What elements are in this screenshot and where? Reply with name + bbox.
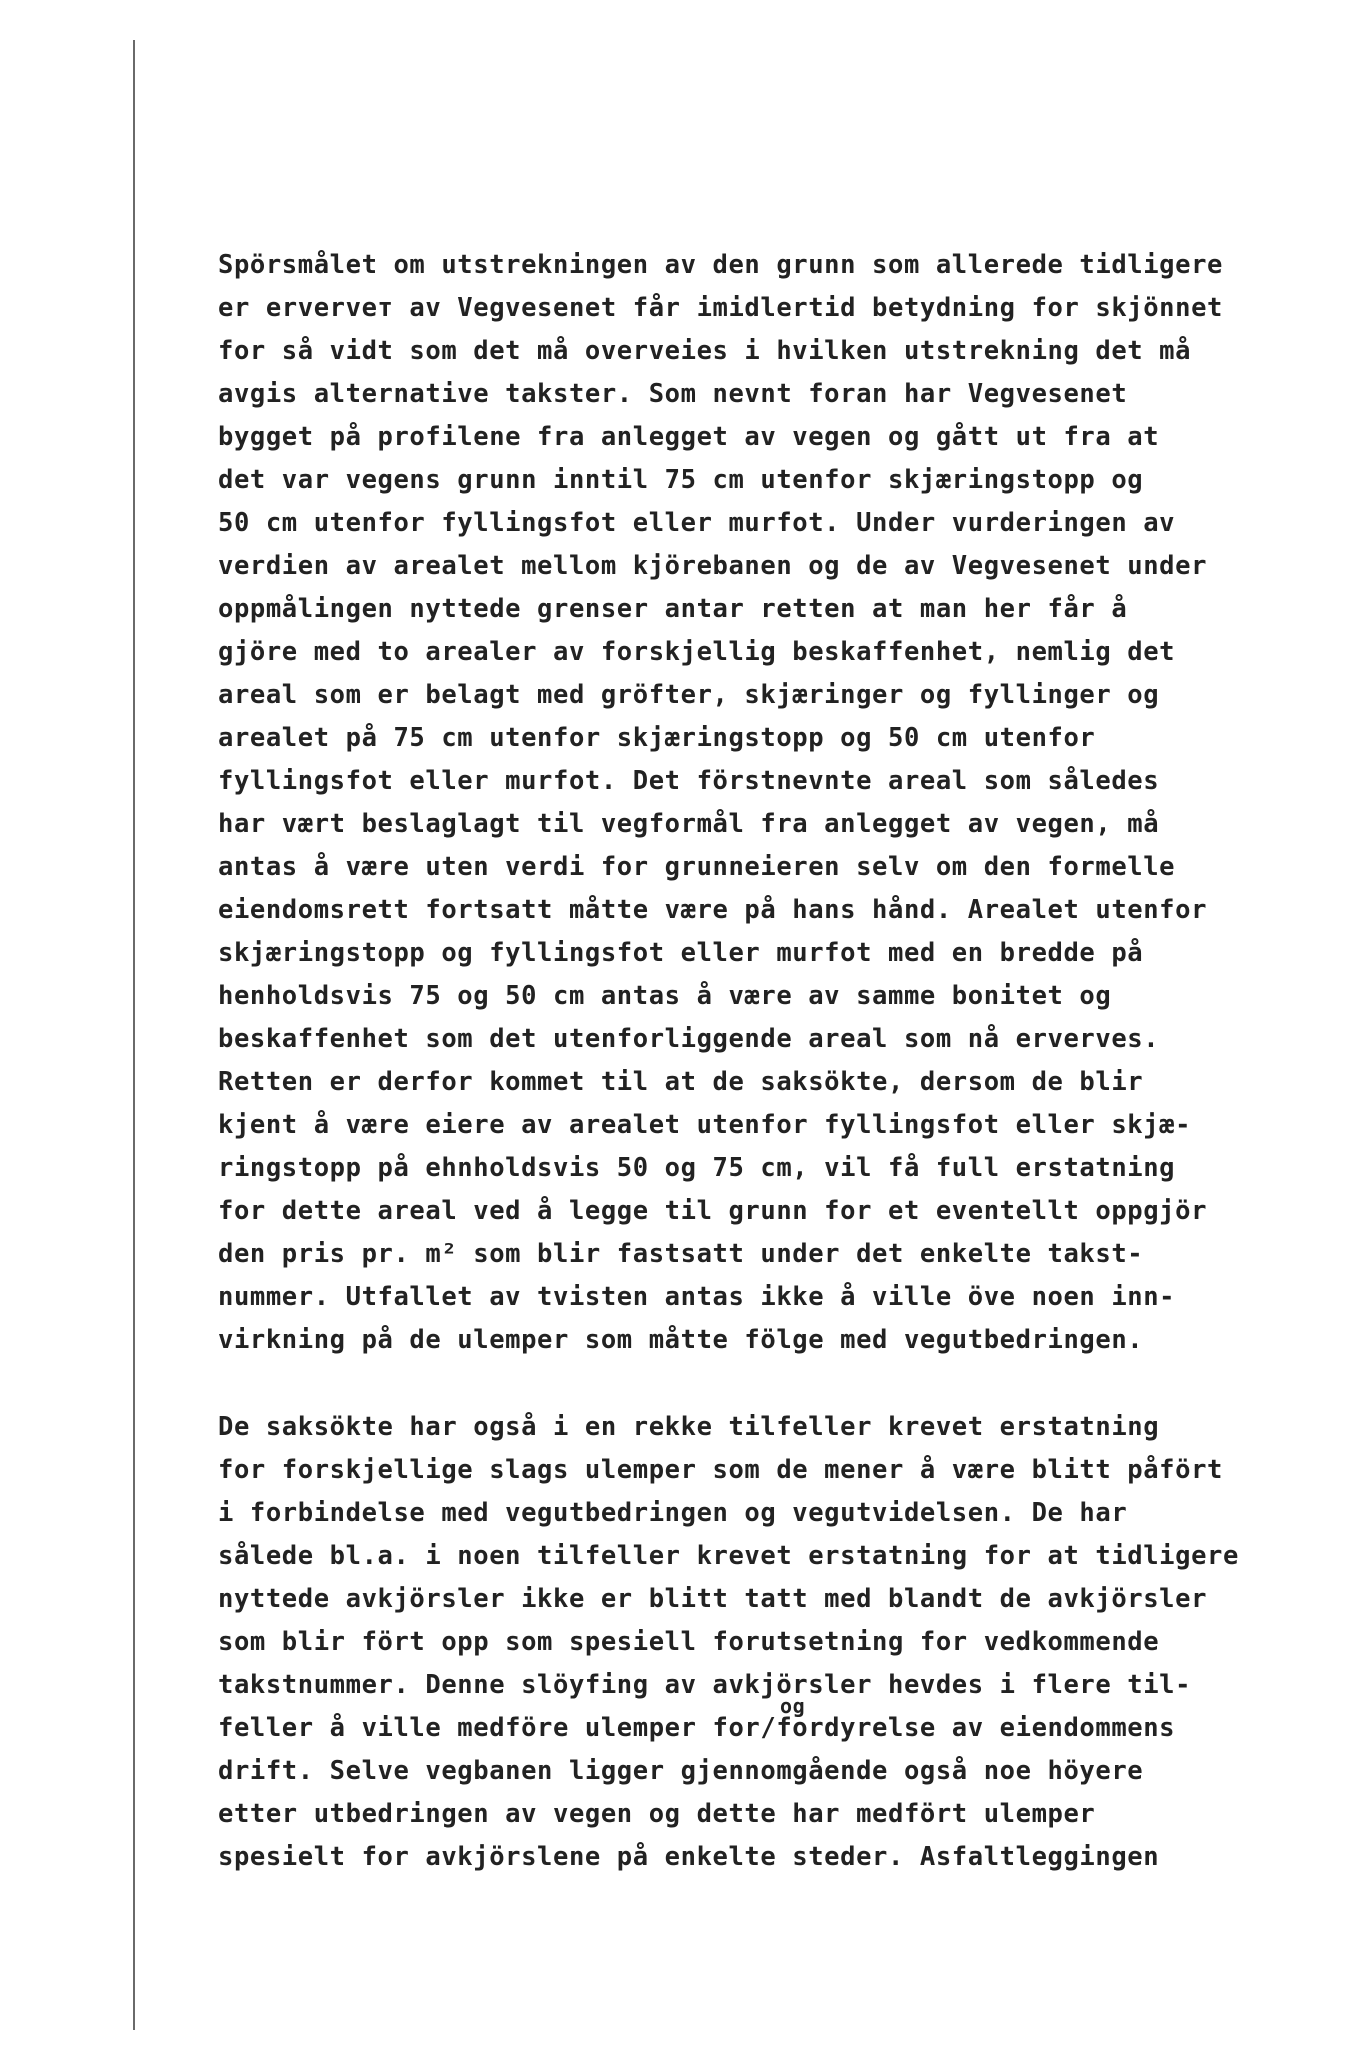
text-line: virkning på de ulemper som måtte fölge med vegutbedringen. — [218, 1325, 1144, 1355]
text-line: nyttede avkjörsler ikke er blitt tatt med blandt de avkjörsler — [218, 1584, 1208, 1614]
text-line: fyllingsfot eller murfot. Det förstnevnte areal som således — [218, 766, 1160, 796]
text-line: De saksökte har også i en rekke tilfeller krevet erstatning — [218, 1412, 1160, 1442]
text-line: gjöre med to arealer av forskjellig beskaffenhet, nemlig det — [218, 637, 1176, 667]
text-line: Spörsmålet om utstrekningen av den grunn som allerede tidligere — [218, 250, 1223, 280]
text-line: avgis alternative takster. Som nevnt foran har Vegvesenet — [218, 379, 1128, 409]
text-line: Retten er derfor kommet til at de saksökte, dersom de blir — [218, 1067, 1144, 1097]
text-line: arealet på 75 cm utenfor skjæringstopp og 50 cm utenfor — [218, 723, 1096, 753]
text-line: antas å være uten verdi for grunneieren selv om den formelle — [218, 852, 1176, 882]
text-line: drift. Selve vegbanen ligger gjennomgående også noe höyere — [218, 1756, 1144, 1786]
text-line: eiendomsrett fortsatt måtte være på hans hånd. Arealet utenfor — [218, 895, 1208, 925]
text-line: beskaffenhet som det utenforliggende areal som nå erverves. — [218, 1024, 1160, 1054]
text-line: verdien av arealet mellom kjörebanen og de av Vegvesenet under — [218, 551, 1208, 581]
text-line: bygget på profilene fra anlegget av vegen og gått ut fra at — [218, 422, 1160, 452]
text-line: nummer. Utfallet av tvisten antas ikke å ville öve noen inn- — [218, 1282, 1176, 1312]
text-line: kjent å være eiere av arealet utenfor fyllingsfot eller skjæ- — [218, 1110, 1192, 1140]
text-line: spesielt for avkjörslene på enkelte steder. Asfaltleggingen — [218, 1842, 1160, 1872]
text-line: for så vidt som det må overveies i hvilken utstrekning det må — [218, 336, 1192, 366]
text-line: skjæringstopp og fyllingsfot eller murfot med en bredde på — [218, 938, 1144, 968]
text-line: sålede bl.a. i noen tilfeller krevet erstatning for at tidligere — [218, 1541, 1239, 1571]
text-line: har vært beslaglagt til vegformål fra anlegget av vegen, må — [218, 809, 1160, 839]
text-line: for dette areal ved å legge til grunn for et eventellt oppgjör — [218, 1196, 1208, 1226]
text-line: for forskjellige slags ulemper som de mener å være blitt påfört — [218, 1455, 1223, 1485]
text-line: er erverveт av Vegvesenet får imidlertid betydning for skjönnet — [218, 293, 1223, 323]
text-line: henholdsvis 75 og 50 cm antas å være av samme bonitet og — [218, 981, 1112, 1011]
text-line: etter utbedringen av vegen og dette har medfört ulemper — [218, 1799, 1096, 1829]
text-line: oppmålingen nyttede grenser antar retten at man her får å — [218, 594, 1128, 624]
text-line: den pris pr. m² som blir fastsatt under det enkelte takst- — [218, 1239, 1144, 1269]
text-line: ringstopp på ehnholdsvis 50 og 75 cm, vil få full erstatning — [218, 1153, 1176, 1183]
text-line: i forbindelse med vegutbedringen og vegutvidelsen. De har — [218, 1498, 1128, 1528]
text-line: det var vegens grunn inntil 75 cm utenfor skjæringstopp og — [218, 465, 1144, 495]
text-line: 50 cm utenfor fyllingsfot eller murfot. Under vurderingen av — [218, 508, 1176, 538]
text-line: takstnummer. Denne slöyfing av avkjörsler hevdes i flere til- — [218, 1670, 1192, 1700]
text-line: areal som er belagt med gröfter, skjæringer og fyllinger og — [218, 680, 1160, 710]
text-line: som blir fört opp som spesiell forutsetning for vedkommende — [218, 1627, 1160, 1657]
interlinear-insertion: og — [780, 1694, 806, 1718]
text-line: feller å ville medföre ulemper for/fordyrelse av eiendommens — [218, 1713, 1176, 1743]
